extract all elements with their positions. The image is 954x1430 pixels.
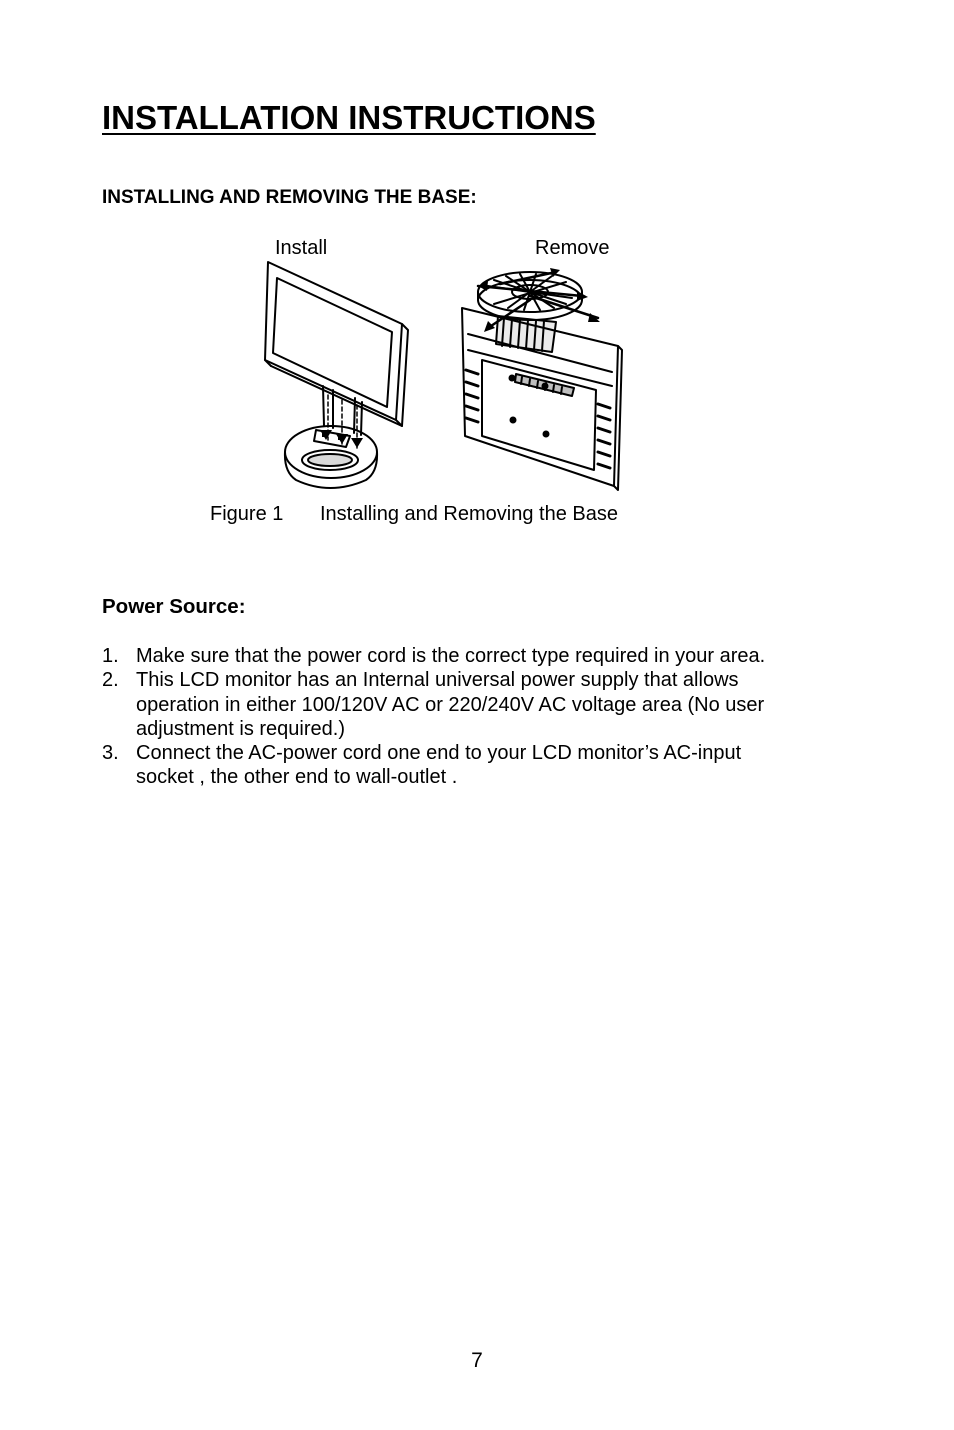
install-monitor-illustration [265, 262, 408, 488]
remove-label: Remove [535, 237, 610, 259]
base-section-heading: INSTALLING AND REMOVING THE BASE: [102, 187, 477, 208]
list-item-text: This LCD monitor has an Internal universal power supply that allows [136, 669, 739, 692]
list-item [102, 668, 842, 741]
remove-monitor-illustration [462, 268, 622, 490]
install-label: Install [275, 237, 328, 259]
list-item [102, 741, 842, 790]
list-item-text: adjustment is required.) [136, 717, 345, 740]
list-item-text: Make sure that the power cord is the correct type required in your area. [136, 645, 766, 667]
figure-number: Figure 1 [210, 503, 284, 525]
list-item-number: 3. [102, 742, 119, 765]
list-item-text: socket , the other end to wall-outlet . [136, 766, 458, 789]
list-item-number: 1. [102, 645, 119, 667]
list-item-number: 2. [102, 669, 119, 692]
list-item-text: operation in either 100/120V AC or 220/240V AC voltage area (No user [136, 693, 765, 716]
power-source-heading: Power Source: [102, 595, 246, 618]
list-item [102, 644, 842, 668]
page-number: 7 [471, 1349, 483, 1372]
page-title: INSTALLATION INSTRUCTIONS [102, 99, 596, 136]
list-item-text: Connect the AC-power cord one end to your LCD monitor’s AC-input [136, 742, 742, 765]
figure-caption: Installing and Removing the Base [320, 503, 618, 525]
power-source-list [102, 644, 842, 790]
base-installation-figure [250, 258, 640, 494]
